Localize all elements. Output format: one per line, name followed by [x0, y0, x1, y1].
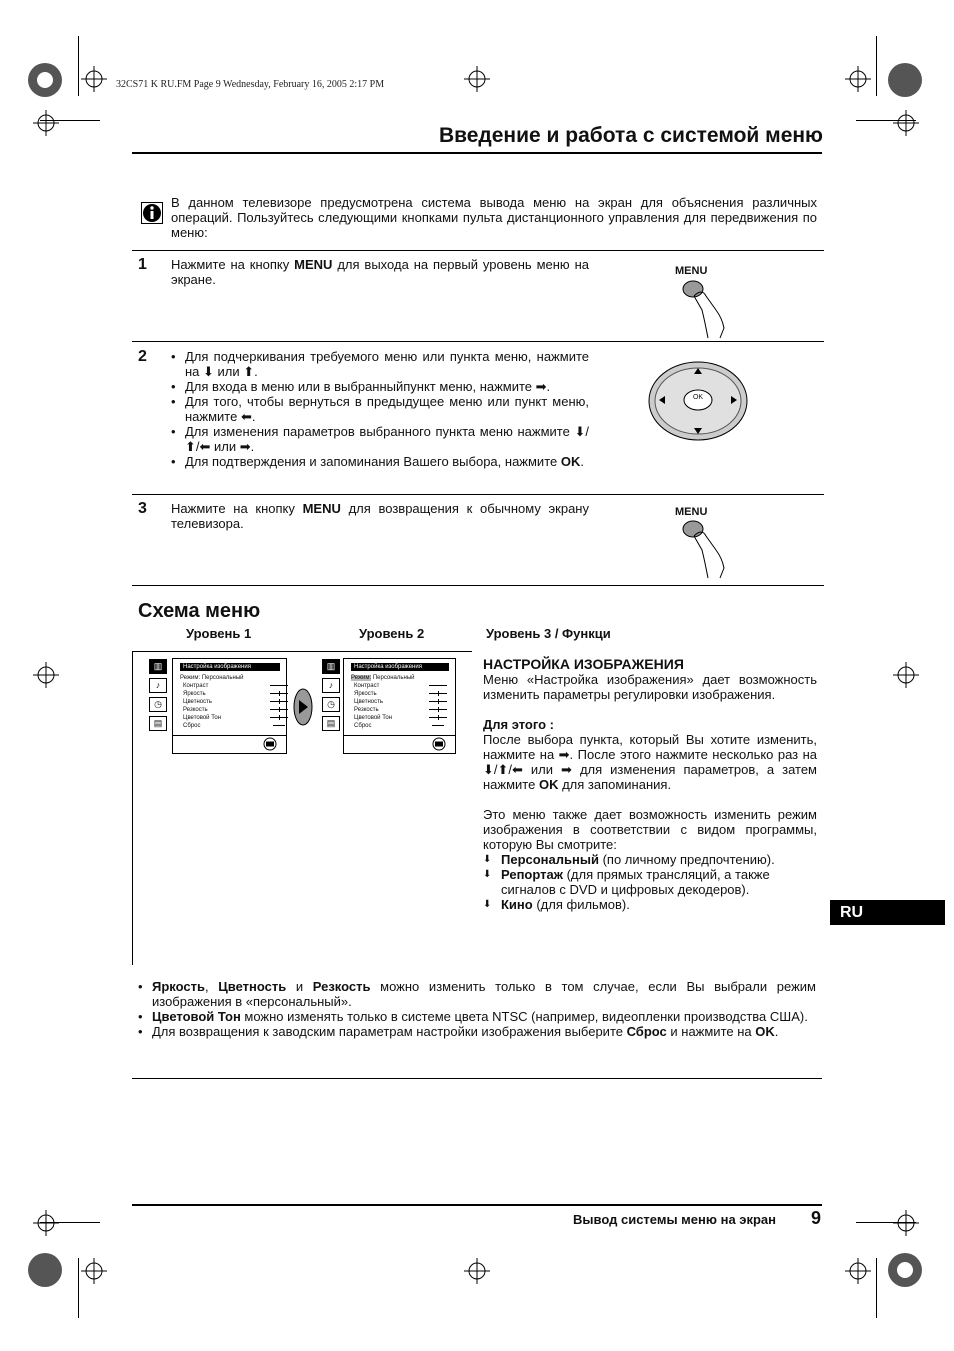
language-tab: RU: [830, 900, 945, 925]
tv-menu-item: Резкость: [351, 706, 449, 714]
tv-menu-screen-level2: [343, 658, 456, 754]
tv-menu-item: Сброс: [180, 722, 280, 730]
frame-line: [132, 651, 133, 965]
tv-menu-divider: [173, 735, 286, 736]
footer-text: Вывод системы меню на экран: [573, 1212, 776, 1227]
navigation-pad-icon: [647, 360, 749, 442]
tv-menu-item: Контраст: [180, 682, 280, 690]
info-icon: [141, 202, 163, 224]
frame-line: [132, 651, 472, 652]
tv-menu-screen-level1: [172, 658, 287, 754]
mode-intro: Это меню также дает возможность изменить режим изображения в соответствии с видом программы, которую Вы смотрите:: [483, 807, 817, 852]
crosshair-icon: [81, 66, 107, 92]
mode-list: [483, 852, 817, 912]
notes-list: [138, 979, 816, 1039]
tv-menu-mode: Режим: Персональный: [180, 675, 244, 681]
step3-text: Нажмите на кнопку MENU для возвращения к обычному экрану телевизора.: [171, 501, 589, 531]
tv-menu-item: Цветовой Тон: [351, 714, 449, 722]
step2-list: [171, 349, 589, 469]
crosshair-icon: [464, 66, 490, 92]
tv-menu-mode: Режим: Персональный: [351, 675, 415, 681]
picture-icon: ▥: [322, 659, 340, 674]
step-number: 3: [138, 500, 147, 517]
divider: [132, 494, 824, 495]
menu-side-icons: [322, 659, 340, 731]
picture-icon: ▥: [149, 659, 167, 674]
function-howto: После выбора пункта, который Вы хотите изменить, нажмите на ➡. После этого нажмите несколько раз на ⬇/⬆/⬅ или ➡ для изменения параметров, а затем нажмите OK для запоминания.: [483, 732, 817, 792]
function-heading: НАСТРОЙКА ИЗОБРАЖЕНИЯ: [483, 656, 684, 672]
list-item: • Для подтверждения и запоминания Вашего выбора, нажмите OK.: [171, 454, 589, 469]
step-number: 1: [138, 256, 147, 273]
function-desc: Меню «Настройка изображения» дает возможность изменить параметры регулировки изображения.: [483, 672, 817, 702]
footer-rule: [132, 1204, 822, 1206]
right-arrow-icon: [293, 688, 313, 726]
sound-icon: ♪: [322, 678, 340, 693]
registration-mark-icon: [885, 1250, 925, 1290]
page-number: 9: [811, 1208, 822, 1228]
crosshair-icon: [33, 110, 59, 136]
crosshair-icon: [845, 66, 871, 92]
hand-pressing-button-icon: [680, 278, 730, 340]
divider: [132, 1078, 822, 1079]
divider: [132, 341, 824, 342]
crosshair-icon: [33, 1210, 59, 1236]
crosshair-icon: [464, 1258, 490, 1284]
crosshair-icon: [893, 662, 919, 688]
menu-side-icons: [149, 659, 167, 731]
list-item: ⬇ Репортаж (для прямых трансляций, а также сигналов с DVD и цифровых декодеров).: [483, 867, 817, 897]
tv-menu-item: Цветность: [180, 698, 280, 706]
sound-icon: ♪: [149, 678, 167, 693]
tv-menu-item: Резкость: [180, 706, 280, 714]
list-item: • Для того, чтобы вернуться в предыдущее меню или пункт меню, нажмите ⬅.: [171, 394, 589, 424]
ok-nav-icon: [263, 737, 277, 751]
registration-mark-icon: [25, 60, 65, 100]
tv-menu-item: Яркость: [180, 690, 280, 698]
timer-icon: ◷: [149, 697, 167, 712]
level3-label: Уровень 3 / Функци: [486, 626, 611, 641]
list-item: • Яркость, Цветность и Резкость можно изменить только в том случае, если Вы выбрали режим изображения в «персональный».: [138, 979, 816, 1009]
list-item: • Цветовой Тон можно изменять только в системе цвета NTSC (например, видеопленки производства США).: [138, 1009, 816, 1024]
intro-text: В данном телевизоре предусмотрена система вывода меню на экран для объяснения различных операций. Пользуйтесь следующими кнопками пульта дистанционного управления для передвижения по меню:: [171, 195, 817, 240]
tv-menu-item: Яркость: [351, 690, 449, 698]
list-item: • Для изменения параметров выбранного пункта меню нажмите ⬇/⬆/⬅ или ➡.: [171, 424, 589, 454]
divider: [132, 585, 824, 586]
list-item: ⬇ Кино (для фильмов).: [483, 897, 817, 912]
step-number: 2: [138, 348, 147, 365]
hand-pressing-button-icon: [680, 518, 730, 580]
crosshair-icon: [81, 1258, 107, 1284]
ok-button-label: OK: [692, 394, 704, 401]
tv-menu-divider: [344, 735, 455, 736]
registration-mark-icon: [25, 1250, 65, 1290]
for-this-label: Для этого :: [483, 717, 554, 732]
tv-menu-title: Настройка изображения: [351, 663, 449, 671]
level1-label: Уровень 1: [186, 626, 252, 641]
section-title: Схема меню: [138, 600, 261, 622]
registration-mark-icon: [885, 60, 925, 100]
ok-nav-icon: [432, 737, 446, 751]
list-item: ⬇ Персональный (по личному предпочтению).: [483, 852, 817, 867]
crosshair-icon: [893, 1210, 919, 1236]
tv-menu-item: Цветность: [351, 698, 449, 706]
tv-menu-item: Контраст: [351, 682, 449, 690]
page-title: Введение и работа с системой меню: [438, 124, 823, 147]
crosshair-icon: [845, 1258, 871, 1284]
setup-icon: ▤: [149, 716, 167, 731]
setup-icon: ▤: [322, 716, 340, 731]
crosshair-icon: [893, 110, 919, 136]
level2-label: Уровень 2: [359, 626, 425, 641]
menu-button-label: MENU: [675, 506, 708, 518]
list-item: • Для возвращения к заводским параметрам настройки изображения выберите Сброс и нажмите на OK.: [138, 1024, 816, 1039]
crosshair-icon: [33, 662, 59, 688]
list-item: • Для подчеркивания требуемого меню или пункта меню, нажмите на ⬇ или ⬆.: [171, 349, 589, 379]
list-item: • Для входа в меню или в выбранныйпункт меню, нажмите ➡.: [171, 379, 589, 394]
title-rule: [132, 152, 822, 154]
divider: [132, 250, 824, 251]
step1-text: Нажмите на кнопку MENU для выхода на первый уровень меню на экране.: [171, 257, 589, 287]
tv-menu-item: Цветовой Тон: [180, 714, 280, 722]
timer-icon: ◷: [322, 697, 340, 712]
tv-menu-item: Сброс: [351, 722, 449, 730]
function-description: [483, 656, 817, 912]
menu-button-label: MENU: [675, 265, 708, 277]
file-header: 32CS71 K RU.FM Page 9 Wednesday, February 16, 2005 2:17 PM: [116, 79, 385, 90]
tv-menu-title: Настройка изображения: [180, 663, 280, 671]
